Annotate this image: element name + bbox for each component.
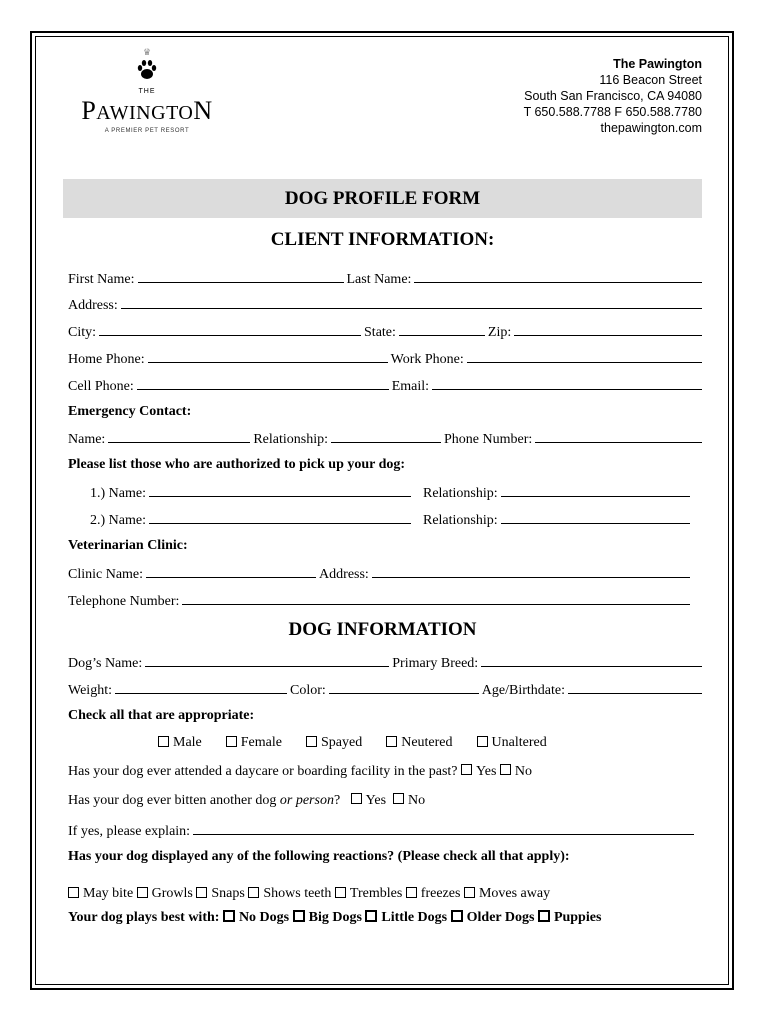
reaction-snaps-label: Snaps [211, 886, 245, 901]
address-field[interactable] [121, 296, 702, 309]
weight-label: Weight: [68, 683, 112, 698]
plays-big-dogs-label: Big Dogs [308, 910, 362, 925]
plays-puppies[interactable] [538, 910, 601, 926]
dog-name-field[interactable] [145, 654, 389, 667]
checkbox-no-dogs[interactable] [223, 910, 235, 922]
option-neutered[interactable] [386, 735, 452, 751]
sex-options-row [158, 735, 678, 751]
explain-row [68, 822, 694, 840]
daycare-question-row [68, 764, 702, 780]
reaction-shows-teeth[interactable] [248, 886, 331, 902]
option-female[interactable] [226, 735, 282, 751]
reaction-moves-away[interactable] [464, 886, 550, 902]
name-row [68, 270, 702, 288]
first-name-field[interactable] [138, 270, 344, 283]
checkbox-little-dogs[interactable] [365, 910, 377, 922]
checkbox-daycare-no[interactable] [500, 764, 511, 775]
plays-best-label: Your dog plays best with: [68, 910, 220, 925]
bitten-question-person: or person [279, 793, 334, 808]
auth1-name-label: 1.) Name: [90, 486, 146, 501]
daycare-no-label: No [514, 764, 533, 779]
state-field[interactable] [399, 323, 485, 336]
telephone-field[interactable] [182, 592, 690, 605]
reaction-may-bite[interactable] [68, 886, 133, 902]
auth1-relationship-label: Relationship: [422, 486, 498, 501]
age-label: Age/Birthdate: [481, 683, 565, 698]
cell-email-row [68, 377, 702, 395]
color-field[interactable] [329, 681, 479, 694]
checkbox-bitten-yes[interactable] [351, 793, 362, 804]
authorized-1-row [90, 484, 690, 502]
option-neutered-label: Neutered [401, 735, 453, 750]
email-field[interactable] [432, 377, 702, 390]
business-street: 116 Beacon Street [599, 73, 702, 87]
plays-no-dogs[interactable] [223, 910, 289, 926]
ec-name-field[interactable] [108, 430, 250, 443]
paw-icon [135, 58, 159, 82]
checkbox-spayed[interactable] [306, 736, 317, 747]
bitten-no-label: No [408, 793, 426, 808]
plays-older-dogs[interactable] [451, 910, 535, 926]
logo-name-rest: AWINGTO [96, 102, 194, 124]
crown-icon: ♛ [142, 48, 152, 58]
clinic-address-label: Address: [319, 567, 369, 582]
work-phone-label: Work Phone: [390, 352, 464, 367]
emergency-contact-row [68, 430, 702, 448]
daycare-question: Has your dog ever attended a daycare or boarding facility in the past? [68, 764, 458, 779]
ec-relationship-field[interactable] [331, 430, 441, 443]
clinic-name-field[interactable] [146, 565, 316, 578]
reactions-row [68, 886, 702, 902]
checkbox-shows-teeth[interactable] [248, 887, 259, 898]
primary-breed-field[interactable] [481, 654, 702, 667]
checkbox-big-dogs[interactable] [293, 910, 305, 922]
checkbox-bitten-no[interactable] [393, 793, 404, 804]
option-female-label: Female [240, 735, 282, 750]
phone-row [68, 350, 702, 368]
weight-field[interactable] [115, 681, 287, 694]
bitten-yes-label: Yes [365, 793, 387, 808]
reaction-trembles-label: Trembles [349, 886, 403, 901]
option-spayed[interactable] [306, 735, 362, 751]
auth2-name-field[interactable] [149, 511, 411, 524]
city-label: City: [68, 325, 97, 340]
check-appropriate-heading: Check all that are appropriate: [68, 708, 255, 723]
city-row [68, 323, 702, 341]
ec-phone-field[interactable] [535, 430, 702, 443]
address-label: Address: [68, 298, 118, 313]
telephone-label: Telephone Number: [68, 594, 180, 609]
option-male-label: Male [173, 735, 202, 750]
checkbox-unaltered[interactable] [477, 736, 488, 747]
address-row [68, 296, 702, 314]
reaction-may-bite-label: May bite [83, 886, 134, 901]
option-unaltered[interactable] [477, 735, 547, 751]
plays-best-row [68, 910, 702, 926]
checkbox-daycare-yes[interactable] [461, 764, 472, 775]
dog-information-heading: DOG INFORMATION [288, 619, 477, 640]
explain-field[interactable] [193, 822, 694, 835]
plays-no-dogs-label: No Dogs [238, 910, 290, 925]
reaction-freezes[interactable] [406, 886, 461, 902]
plays-little-dogs-label: Little Dogs [381, 910, 448, 925]
logo-name-first: P [81, 96, 97, 125]
state-label: State: [364, 325, 396, 340]
color-label: Color: [289, 683, 326, 698]
telephone-row [68, 592, 690, 610]
option-male[interactable] [158, 735, 202, 751]
zip-field[interactable] [514, 323, 702, 336]
checkbox-freezes[interactable] [406, 887, 417, 898]
ec-phone-label: Phone Number: [444, 432, 533, 447]
authorized-pickup-heading: Please list those who are authorized to pick up your dog: [68, 457, 406, 472]
dog-name-row [68, 654, 702, 672]
logo-the: THE [138, 88, 156, 95]
checkbox-male[interactable] [158, 736, 169, 747]
cell-phone-label: Cell Phone: [68, 379, 134, 394]
reaction-shows-teeth-label: Shows teeth [263, 886, 332, 901]
ec-name-label: Name: [68, 432, 106, 447]
checkbox-puppies[interactable] [538, 910, 550, 922]
option-unaltered-label: Unaltered [491, 735, 547, 750]
clinic-address-field[interactable] [372, 565, 690, 578]
home-phone-field[interactable] [148, 350, 388, 363]
business-phones: T 650.588.7788 F 650.588.7780 [523, 105, 702, 119]
logo-tagline: A PREMIER PET RESORT [104, 128, 190, 134]
reaction-trembles[interactable] [335, 886, 402, 902]
email-label: Email: [391, 379, 430, 394]
checkbox-moves-away[interactable] [464, 887, 475, 898]
reactions-heading: Has your dog displayed any of the following reactions? (Please check all that apply): [68, 849, 570, 864]
option-spayed-label: Spayed [320, 735, 363, 750]
business-name: The Pawington [613, 57, 702, 71]
primary-breed-label: Primary Breed: [392, 656, 479, 671]
bitten-question-mark: ? [333, 793, 341, 808]
checkbox-may-bite[interactable] [68, 887, 79, 898]
form-title: DOG PROFILE FORM [63, 179, 702, 218]
reaction-freezes-label: freezes [420, 886, 461, 901]
clinic-name-label: Clinic Name: [68, 567, 144, 582]
checkbox-growls[interactable] [137, 887, 148, 898]
checkbox-female[interactable] [226, 736, 237, 747]
cell-phone-field[interactable] [137, 377, 389, 390]
business-website: thepawington.com [600, 121, 702, 135]
checkbox-trembles[interactable] [335, 887, 346, 898]
bitten-question: Has your dog ever bitten another dog [68, 793, 280, 808]
auth2-relationship-field[interactable] [501, 511, 690, 524]
plays-older-dogs-label: Older Dogs [466, 910, 535, 925]
plays-big-dogs[interactable] [293, 910, 362, 926]
plays-little-dogs[interactable] [365, 910, 447, 926]
auth2-relationship-label: Relationship: [422, 513, 498, 528]
business-address [524, 56, 702, 136]
dog-name-label: Dog’s Name: [68, 656, 143, 671]
explain-label: If yes, please explain: [68, 824, 191, 839]
work-phone-field[interactable] [467, 350, 702, 363]
clinic-row [68, 565, 690, 583]
last-name-label: Last Name: [346, 272, 412, 287]
reaction-growls[interactable] [137, 886, 193, 902]
bitten-question-row [68, 793, 702, 809]
plays-puppies-label: Puppies [553, 910, 602, 925]
emergency-contact-heading: Emergency Contact: [68, 404, 192, 419]
logo-name [62, 98, 232, 126]
client-information-heading: CLIENT INFORMATION: [270, 229, 495, 250]
age-field[interactable] [568, 681, 702, 694]
auth1-name-field[interactable] [149, 484, 411, 497]
ec-relationship-label: Relationship: [253, 432, 328, 447]
auth2-name-label: 2.) Name: [90, 513, 146, 528]
city-field[interactable] [99, 323, 361, 336]
checkbox-older-dogs[interactable] [451, 910, 463, 922]
daycare-yes-label: Yes [476, 764, 497, 779]
reaction-snaps[interactable] [196, 886, 244, 902]
reaction-moves-away-label: Moves away [478, 886, 551, 901]
reaction-growls-label: Growls [151, 886, 193, 901]
first-name-label: First Name: [68, 272, 135, 287]
logo-name-last: N [193, 96, 213, 125]
business-city: South San Francisco, CA 94080 [524, 89, 702, 103]
last-name-field[interactable] [414, 270, 702, 283]
vet-clinic-heading: Veterinarian Clinic: [68, 538, 188, 553]
home-phone-label: Home Phone: [68, 352, 145, 367]
zip-label: Zip: [487, 325, 512, 340]
weight-row [68, 681, 702, 699]
checkbox-snaps[interactable] [196, 887, 207, 898]
pawington-logo [62, 48, 232, 134]
authorized-2-row [90, 511, 690, 529]
auth1-relationship-field[interactable] [501, 484, 690, 497]
checkbox-neutered[interactable] [386, 736, 397, 747]
